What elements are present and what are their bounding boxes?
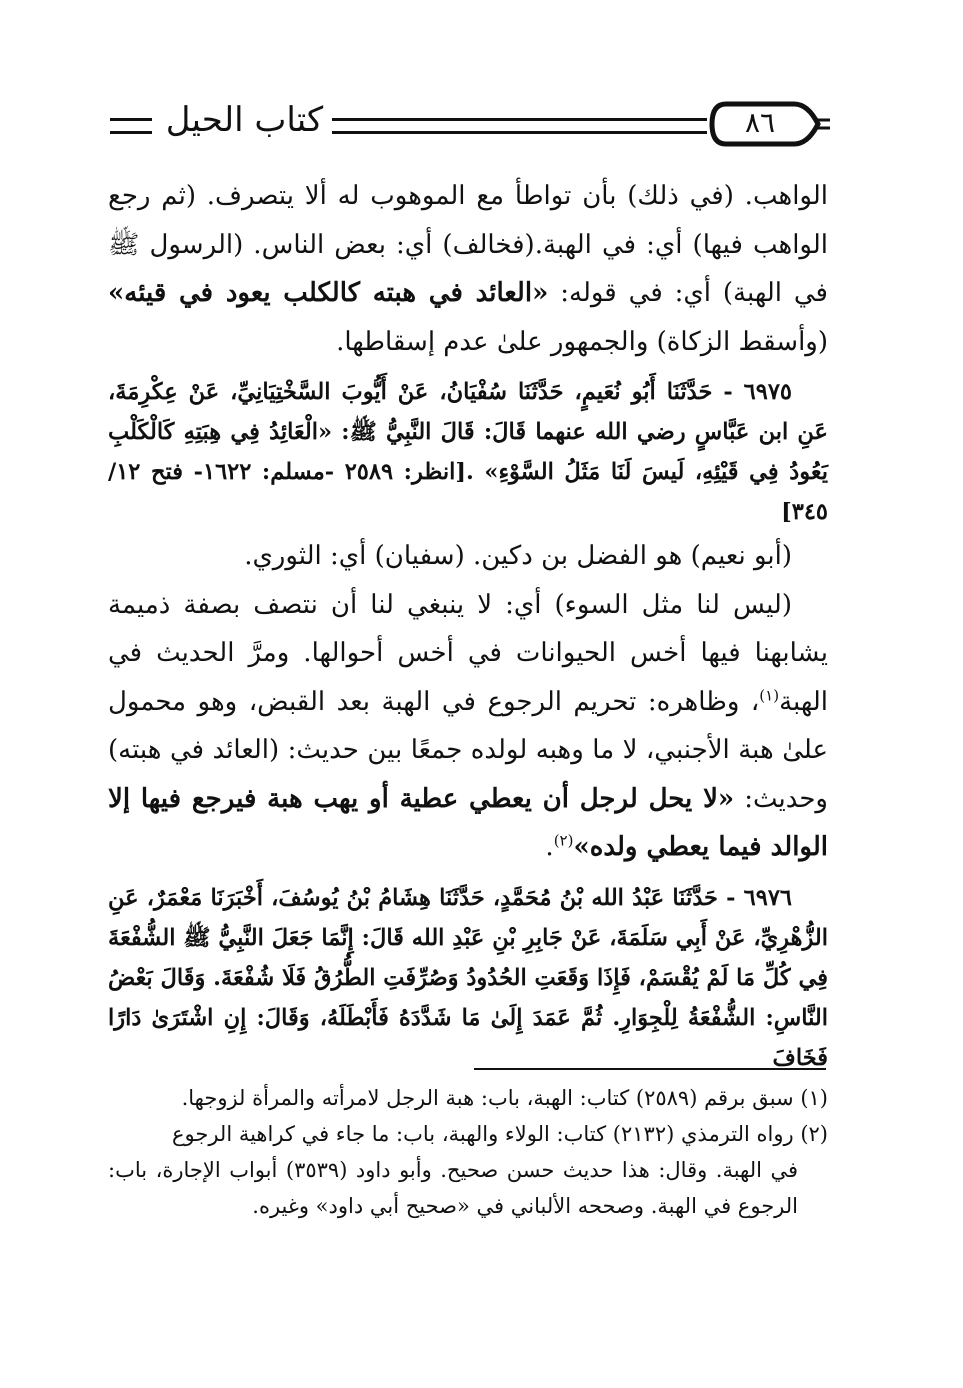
page-number: ٨٦ <box>744 106 776 139</box>
footnote-1: (١) سبق برقم (٢٥٨٩) كتاب: الهبة، باب: هبة الرجل لامرأته والمرأة لزوجها. <box>181 1086 828 1110</box>
commentary-paragraph <box>108 581 828 872</box>
quoted-hadith: «لا يحل لرجل أن يعطي عطية أو يهب هبة فيرجع فيها إلا الوالد فيما يعطي ولده» <box>108 783 828 862</box>
footnote-2-continued: في الهبة. وقال: هذا حديث حسن صحيح. وأبو داود (٣٥٣٩) أبواب الإجارة، باب: الرجوع في الهبة. وصححه الألباني في «صحيح أبي داود» وغيره. <box>108 1158 798 1218</box>
footnote-ref: (١) <box>759 685 780 704</box>
page-number-ornament <box>708 96 830 152</box>
commentary-text: (ليس لنا مثل السوء) أي: لا ينبغي لنا أن نتصف بصفة ذميمة يشابهنا فيها أخس الحيوانات في أخس أحوالها. ومرَّ الحديث في الهبة <box>108 589 828 717</box>
commentary-text: . <box>545 832 554 862</box>
footnotes <box>108 1080 828 1224</box>
quoted-hadith: «العائد في هبته كالكلب يعود في قيئه» <box>108 278 549 308</box>
commentary-paragraph: (أبو نعيم) هو الفضل بن دكين. (سفيان) أي: الثوري. <box>244 541 792 571</box>
hadith-6976: ٦٩٧٦ - حَدَّثَنَا عَبْدُ الله بْنُ مُحَمَّدٍ، حَدَّثَنَا هِشَامُ بْنُ يُوسُفَ، أَخْبَرَنَا مَعْمَرٌ، عَنِ الزُّهْرِيِّ، عَنْ أَبِي سَلَمَةَ، عَنْ جَابِرِ بْنِ عَبْدِ الله قَالَ: إِنَّمَا جَعَلَ النَّبِيُّ ﷺ الشُّفْعَةَ فِي كُلِّ مَا لَمْ يُقْسَمْ، فَإِذَا وَقَعَتِ الحُدُودُ وَصُرِّفَتِ الطُّرُقُ فَلَا شُفْعَةَ. وَقَالَ بَعْضُ النَّاسِ: الشُّفْعَةُ لِلْجِوَارِ. ثُمَّ عَمَدَ إِلَىٰ مَا شَدَّدَهُ فَأَبْطَلَهُ، وَقَالَ: إِنِ اشْتَرَىٰ دَارًا فَخَافَ <box>108 884 828 1071</box>
hadith-6975: ٦٩٧٥ - حَدَّثَنَا أَبُو نُعَيمٍ، حَدَّثَنَا سُفْيَانُ، عَنْ أَيُّوبَ السَّخْتِيَانِيِّ، عَنْ عِكْرِمَةَ، عَنِ ابن عَبَّاسٍ رضي الله عنهما قَالَ: قَالَ النَّبِيُّ ﷺ: «الْعَائِدُ فِي هِبَتِهِ كَالْكَلْبِ يَعُودُ فِي قَيْئِهِ، لَيسَ لَنَا مَثَلُ السَّوْءِ» .[انظر: ٢٥٨٩ -مسلم: ١٦٢٢- فتح ١٢/ ٣٤٥] <box>108 379 829 525</box>
running-header <box>110 92 830 156</box>
footnote-2: (٢) رواه الترمذي (٢١٣٢) كتاب: الولاء والهبة، باب: ما جاء في كراهية الرجوع <box>171 1122 828 1146</box>
book-title: كتاب الحيل <box>165 100 324 140</box>
commentary-text: الواهب. (في ذلك) بأن تواطأ مع الموهوب له ألا يتصرف. (ثم رجع الواهب فيها) أي: في الهبة.(فخالف) أي: بعض الناس. (الرسول ﷺ في الهبة) أي: في قوله: <box>108 181 828 308</box>
main-text <box>108 172 828 1078</box>
footnote-ref: (٢) <box>553 831 574 850</box>
commentary-text: ، وظاهره: تحريم الرجوع في الهبة بعد القبض، وهو محمول علىٰ هبة الأجنبي، لا ما وهبه لولده جمعًا بين حديث: (العائد في هبته) وحديث: <box>108 686 828 814</box>
header-rule-right <box>332 118 707 134</box>
header-rule-left <box>110 118 152 134</box>
commentary-text: (وأسقط الزكاة) والجمهور علىٰ عدم إسقاطها. <box>336 326 828 357</box>
footnote-separator <box>474 1068 826 1070</box>
commentary-paragraph <box>108 172 828 366</box>
